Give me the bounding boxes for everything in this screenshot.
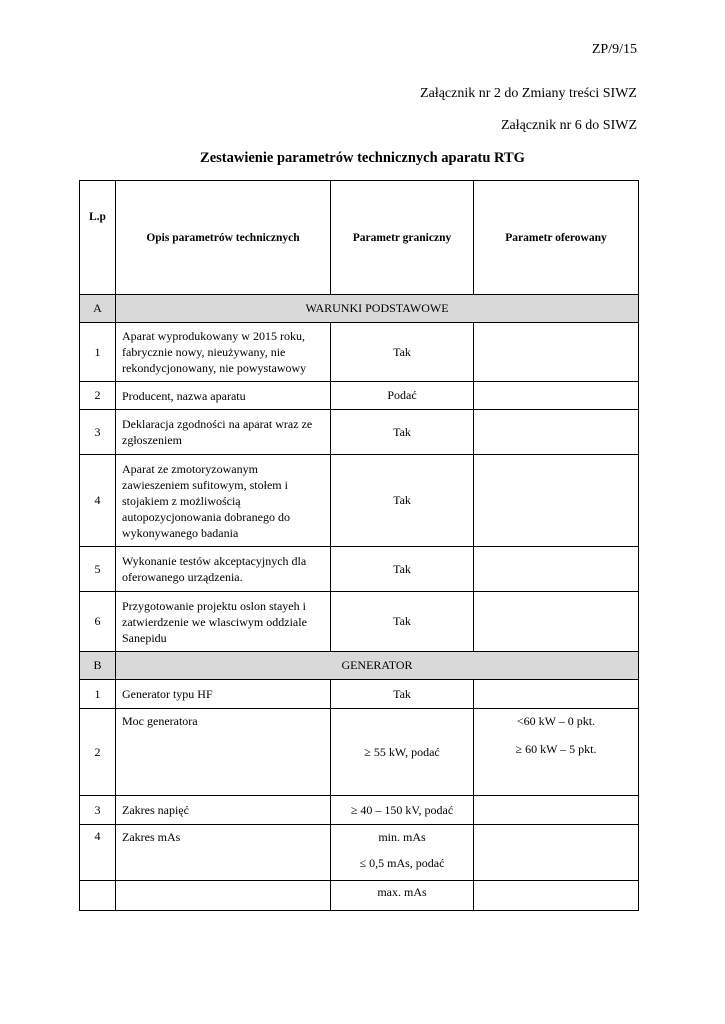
row-offered[interactable] <box>474 680 639 709</box>
row-lp: 1 <box>80 680 116 709</box>
row-description: Aparat wyprodukowany w 2015 roku, fabrycznie nowy, nieużywany, nie rekondycjonowany, nie powystawowy <box>116 323 331 382</box>
section-title: GENERATOR <box>116 652 639 680</box>
row-lp: 2 <box>80 709 116 796</box>
row-description: Aparat ze zmotoryzowanym zawieszeniem sufitowym, stołem i stojakiem z możliwością autopozycjonowania dobranego do wykonywanego badania <box>116 455 331 547</box>
row-offered[interactable] <box>474 323 639 382</box>
row-lp: 4 <box>80 825 116 881</box>
row-description: Wykonanie testów akceptacyjnych dla oferowanego urządzenia. <box>116 547 331 592</box>
row-lp: 3 <box>80 796 116 825</box>
table-row <box>80 592 639 652</box>
offered-option-2: ≥ 60 kW – 5 pkt. <box>515 742 597 756</box>
row-description: Zakres mAs <box>116 825 331 881</box>
row-limit: Tak <box>331 455 474 547</box>
table-row <box>80 796 639 825</box>
row-offered[interactable] <box>474 825 639 881</box>
section-id: B <box>80 652 116 680</box>
annex-note-1: Załącznik nr 2 do Zmiany treści SIWZ <box>420 86 637 101</box>
table-row <box>80 680 639 709</box>
header-offered-parameter: Parametr oferowany <box>474 181 639 295</box>
row-description <box>116 881 331 911</box>
document-title: Zestawienie parametrów technicznych aparatu RTG <box>200 150 525 166</box>
row-lp: 4 <box>80 455 116 547</box>
row-limit: Tak <box>331 323 474 382</box>
row-limit: ≥ 40 – 150 kV, podać <box>331 796 474 825</box>
row-description: Deklaracja zgodności na aparat wraz ze zgłoszeniem <box>116 410 331 455</box>
limit-min-value: ≤ 0,5 mAs, podać <box>359 856 445 870</box>
header-description: Opis parametrów technicznych <box>116 181 331 295</box>
table-header-row <box>80 181 639 295</box>
parameters-table <box>79 180 639 911</box>
row-limit: Tak <box>331 547 474 592</box>
row-lp <box>80 881 116 911</box>
row-limit: Tak <box>331 680 474 709</box>
row-limit <box>331 825 474 881</box>
section-title: WARUNKI PODSTAWOWE <box>116 295 639 323</box>
header-limit-parameter: Parametr graniczny <box>331 181 474 295</box>
row-offered[interactable] <box>474 709 639 796</box>
row-limit: Tak <box>331 592 474 652</box>
table-row <box>80 881 639 911</box>
section-row <box>80 295 639 323</box>
row-lp: 3 <box>80 410 116 455</box>
row-offered[interactable] <box>474 455 639 547</box>
row-description: Zakres napięć <box>116 796 331 825</box>
row-lp: 6 <box>80 592 116 652</box>
table-row <box>80 410 639 455</box>
row-limit: Podać <box>331 382 474 410</box>
limit-min-label: min. mAs <box>378 830 426 844</box>
table-row <box>80 455 639 547</box>
row-limit: Tak <box>331 410 474 455</box>
section-id: A <box>80 295 116 323</box>
row-description: Producent, nazwa aparatu <box>116 382 331 410</box>
header-lp: L.p <box>80 181 116 295</box>
row-lp: 2 <box>80 382 116 410</box>
table-row <box>80 709 639 796</box>
row-limit: ≥ 55 kW, podać <box>331 709 474 796</box>
section-row <box>80 652 639 680</box>
annex-note-2: Załącznik nr 6 do SIWZ <box>500 118 637 133</box>
row-offered[interactable] <box>474 410 639 455</box>
table-row <box>80 825 639 881</box>
row-offered[interactable] <box>474 592 639 652</box>
row-offered[interactable] <box>474 382 639 410</box>
row-description: Przygotowanie projektu oslon stayeh i zatwierdzenie we wlasciwym oddziale Sanepidu <box>116 592 331 652</box>
offered-option-1: <60 kW – 0 pkt. <box>516 714 596 728</box>
row-lp: 1 <box>80 323 116 382</box>
table-row <box>80 547 639 592</box>
row-limit: max. mAs <box>331 881 474 911</box>
table-row <box>80 382 639 410</box>
row-offered[interactable] <box>474 796 639 825</box>
table-row <box>80 323 639 382</box>
row-description: Generator typu HF <box>116 680 331 709</box>
reference-number: ZP/9/15 <box>591 42 637 57</box>
row-description: Moc generatora <box>116 709 331 796</box>
row-lp: 5 <box>80 547 116 592</box>
row-offered[interactable] <box>474 547 639 592</box>
row-offered[interactable] <box>474 881 639 911</box>
